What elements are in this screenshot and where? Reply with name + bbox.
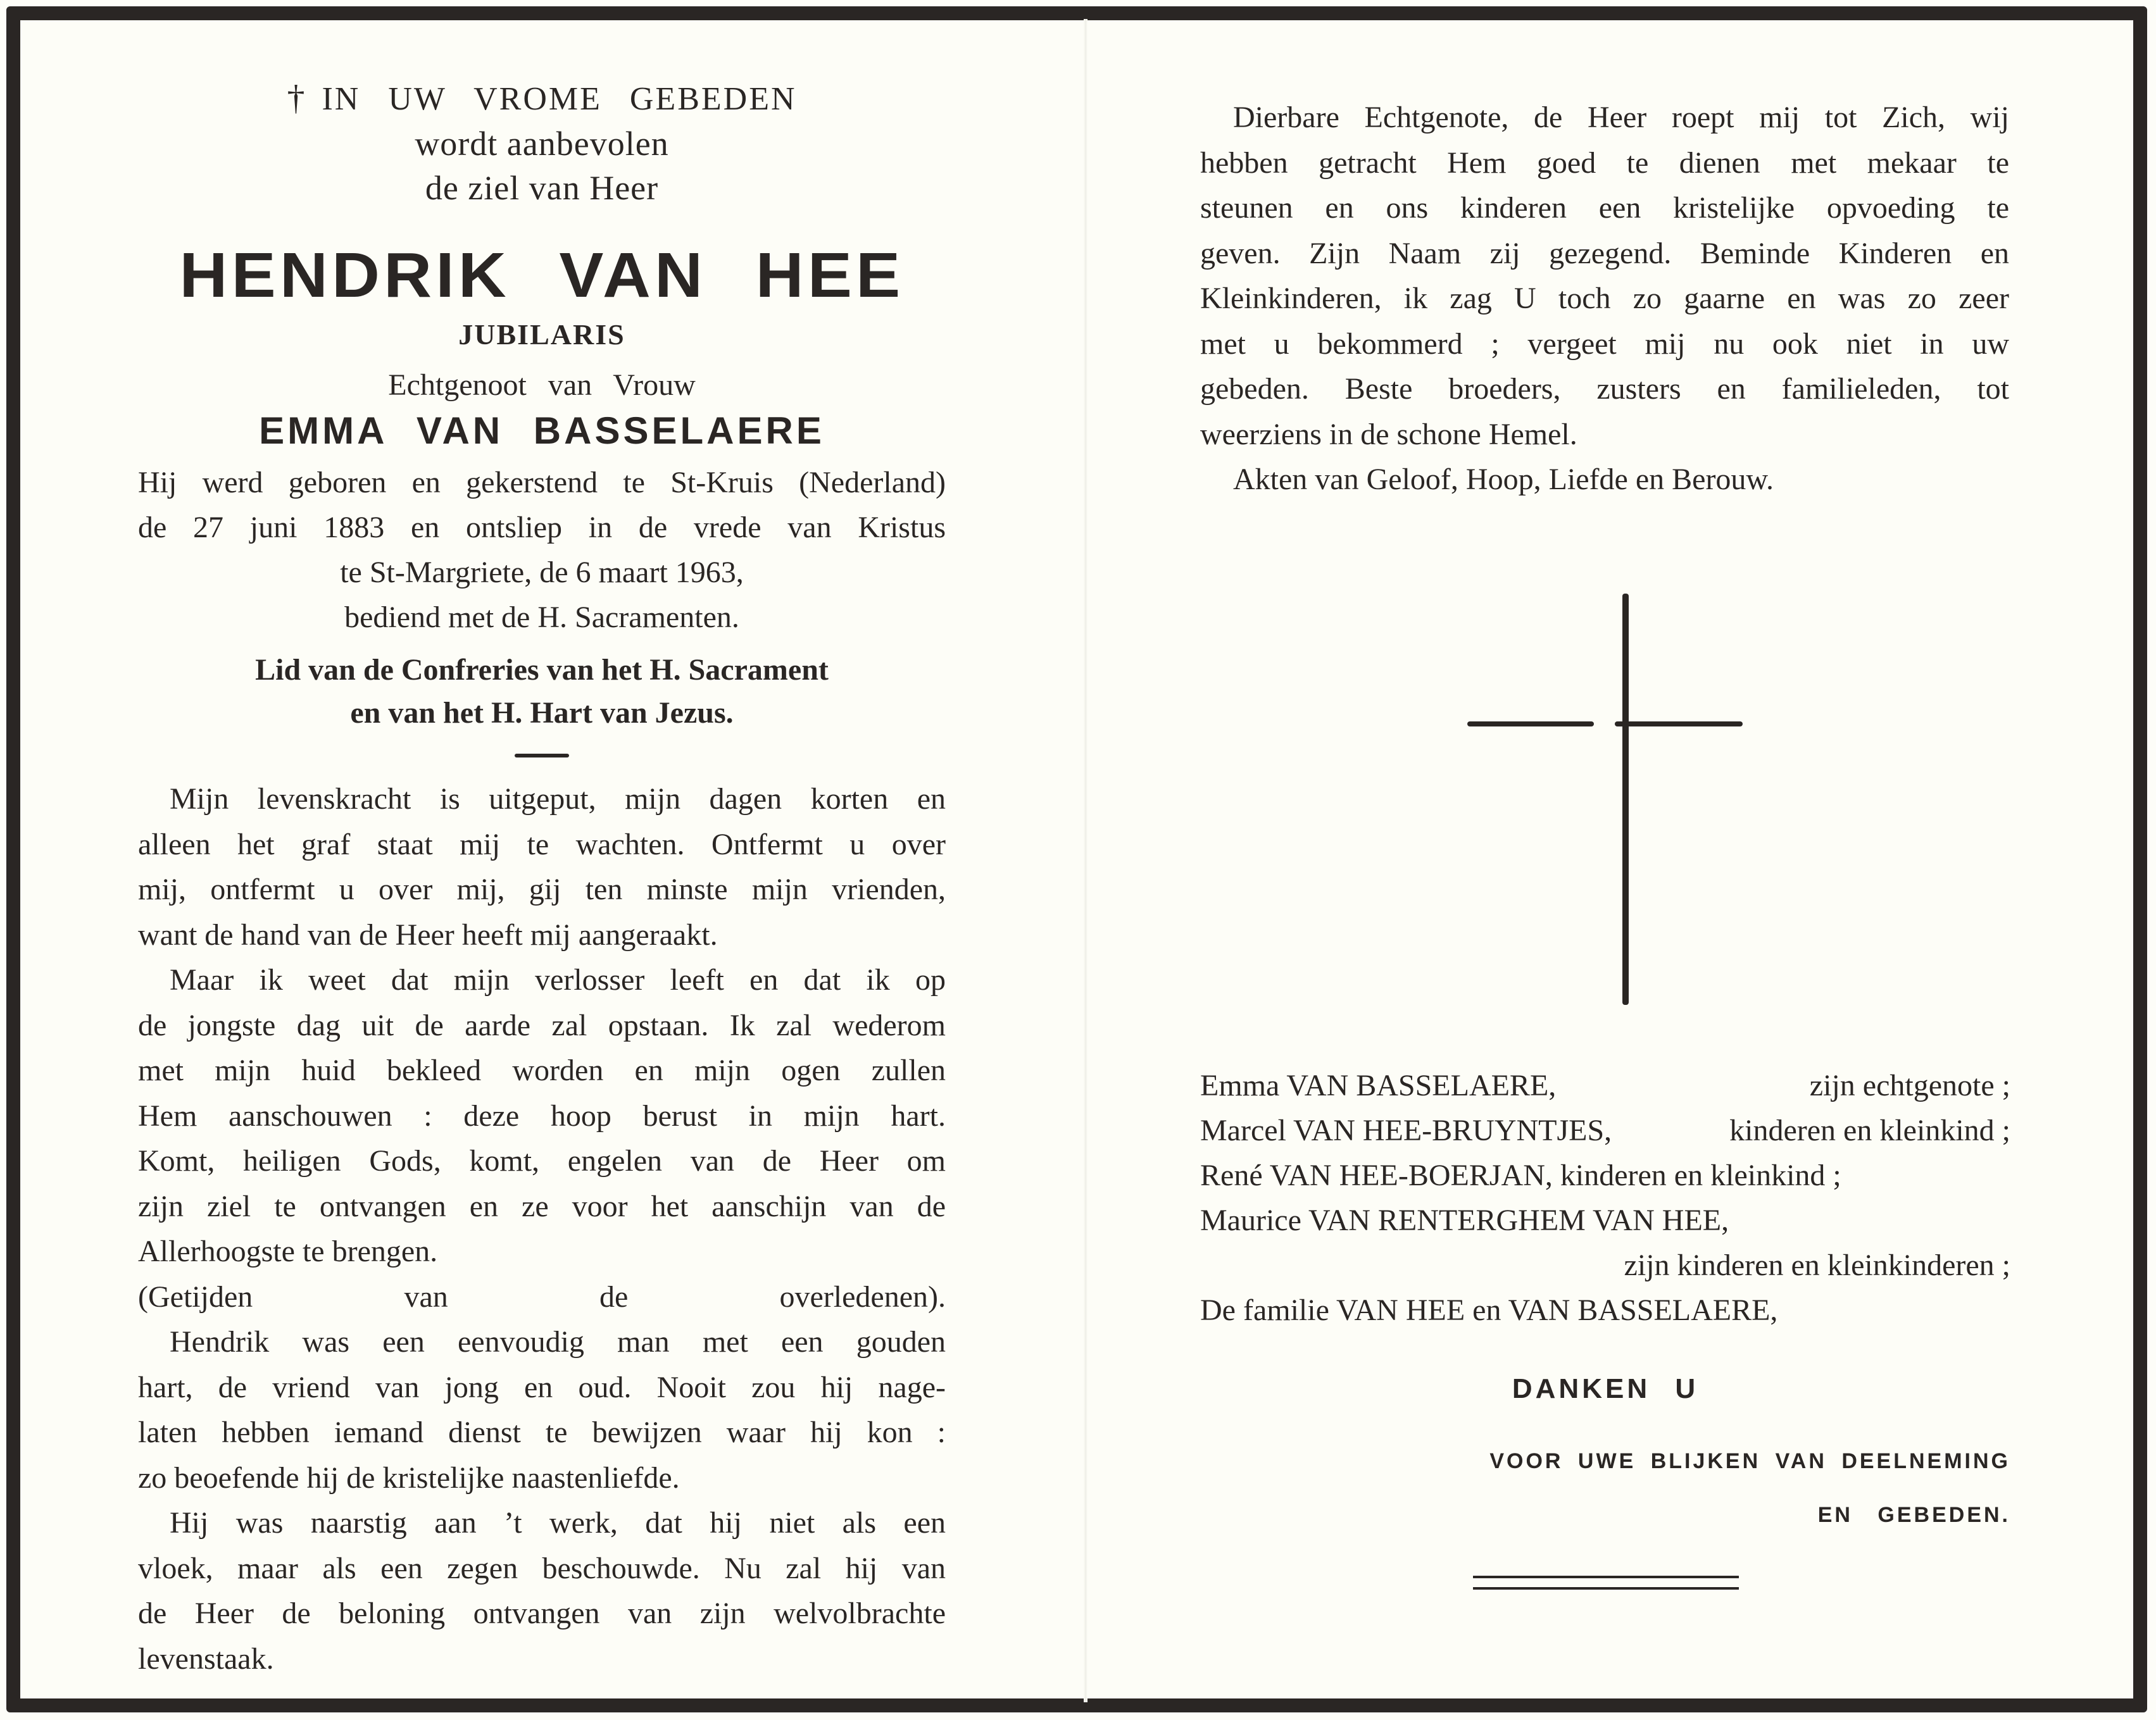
text-line: Hij was naarstig aan ’t werk, dat hij niet als een — [170, 1506, 946, 1540]
intro-heading — [138, 76, 946, 122]
family-list — [1200, 1063, 2010, 1333]
family-row — [1200, 1243, 2010, 1288]
text-line: mij, ontfermt u over mij, gij ten minste mijn vrienden, — [138, 873, 946, 906]
text-line: levenstaak. — [138, 1642, 274, 1676]
thanks-line-3: EN GEBEDEN. — [1817, 1503, 2010, 1527]
acts-line: Akten van Geloof, Hoop, Liefde en Berouw. — [1233, 463, 1774, 496]
cross-left-arm — [1467, 721, 1594, 726]
family-row — [1200, 1153, 2010, 1198]
family-relation: kinderen en kleinkind ; — [1729, 1114, 2010, 1147]
text-line: Mijn levenskracht is uitgeput, mijn dagen korten en — [170, 782, 946, 816]
spouse-prefix: Echtgenoot van Vrouw — [388, 368, 696, 402]
text-line: met u bekommerd ; vergeet mij nu ook niet in uw — [1200, 327, 2009, 361]
spouse-name: EMMA VAN BASSELAERE — [259, 409, 825, 452]
separator-rule — [515, 754, 569, 757]
text-line: hebben getracht Hem goed te dienen met mekaar te — [1200, 146, 2009, 180]
rule-top — [1473, 1576, 1739, 1578]
cross-right-arm — [1615, 721, 1743, 726]
bio-line: te St-Margriete, de 6 maart 1963, — [340, 556, 744, 589]
card-fold — [1084, 19, 1087, 1702]
family-name: De familie VAN HEE en VAN BASSELAERE, — [1200, 1293, 1778, 1327]
intro-heading-text: IN UW VROME GEBEDEN — [322, 81, 797, 117]
text-line: zijn ziel te ontvangen en ze voor het aanschijn van de — [138, 1189, 946, 1223]
family-row — [1200, 1198, 2010, 1243]
family-row — [1200, 1108, 2010, 1153]
left-page — [138, 76, 946, 1681]
cross-vertical-beam — [1622, 594, 1629, 1005]
family-name: Marcel VAN HEE-BRUYNTJES, — [1200, 1114, 1612, 1147]
membership-line: en van het H. Hart van Jezus. — [350, 696, 734, 730]
text-line: Maar ik weet dat mijn verlosser leeft en dat ik op — [170, 963, 946, 997]
thanks-heading: DANKEN U — [1512, 1373, 1699, 1404]
text-line: gebeden. Beste broeders, zusters en familieleden, tot — [1200, 372, 2009, 406]
text-line: Allerhoogste te brengen. — [138, 1235, 438, 1268]
farewell-text — [1200, 95, 2009, 502]
membership-line: Lid van de Confreries van het H. Sacrament — [255, 653, 829, 687]
text-line: Dierbare Echtgenote, de Heer roept mij tot Zich, wij — [1233, 101, 2009, 134]
deceased-name: HENDRIK VAN HEE — [179, 240, 905, 311]
paragraph-3 — [138, 1319, 946, 1500]
text-line: hart, de vriend van jong en oud. Nooit zou hij nage- — [138, 1370, 946, 1404]
intro-line-3: de ziel van Heer — [425, 169, 659, 207]
biography — [138, 460, 946, 640]
family-row — [1200, 1063, 2010, 1108]
cross-icon — [1467, 594, 1746, 1005]
meditation-text — [138, 776, 946, 1681]
text-line: vloek, maar als een zegen beschouwde. Nu zal hij van — [138, 1551, 946, 1585]
family-relation: zijn echtgenote ; — [1809, 1069, 2010, 1102]
bio-line: de 27 juni 1883 en ontsliep in de vrede van Kristus — [138, 511, 946, 544]
text-line: alleen het graf staat mij te wachten. Ontfermt u over — [138, 827, 946, 861]
text-line: de Heer de beloning ontvangen van zijn welvolbrachte — [138, 1597, 946, 1630]
double-rule — [1473, 1576, 1739, 1598]
text-line: Komt, heiligen Gods, komt, engelen van de Heer om — [138, 1144, 946, 1178]
intro-line-2: wordt aanbevolen — [415, 125, 669, 163]
quote-source: (Getijden van de overledenen). — [138, 1280, 946, 1314]
text-line: met mijn huid bekleed worden en mijn ogen zullen — [138, 1054, 946, 1087]
bio-line: bediend met de H. Sacramenten. — [344, 601, 739, 634]
text-line: zo beoefende hij de kristelijke naastenliefde. — [138, 1461, 680, 1495]
text-line: want de hand van de Heer heeft mij aangeraakt. — [138, 918, 718, 952]
text-line: laten hebben iemand dienst te bewijzen waar hij kon : — [138, 1416, 946, 1449]
text-line: Hem aanschouwen : deze hoop berust in mijn hart. — [138, 1099, 946, 1133]
family-relation: zijn kinderen en kleinkinderen ; — [1624, 1249, 2010, 1282]
paragraph-4 — [138, 1500, 946, 1681]
text-line: geven. Zijn Naam zij gezegend. Beminde Kinderen en — [1200, 236, 2009, 270]
text-line: de jongste dag uit de aarde zal opstaan. Ik zal wederom — [138, 1008, 946, 1042]
family-name: René VAN HEE-BOERJAN, kinderen en kleinkind ; — [1200, 1159, 1841, 1192]
paragraph-1 — [138, 776, 946, 957]
text-line: Hendrik was een eenvoudig man met een gouden — [170, 1325, 946, 1359]
text-line: weerziens in de schone Hemel. — [1200, 417, 1577, 451]
deceased-title: JUBILARIS — [458, 318, 625, 351]
cross-icon: † — [287, 78, 307, 118]
membership — [138, 649, 946, 735]
paragraph-2 — [138, 957, 946, 1319]
family-name: Emma VAN BASSELAERE, — [1200, 1069, 1557, 1102]
intro — [138, 76, 946, 210]
rule-bottom — [1473, 1587, 1739, 1590]
text-line: Kleinkinderen, ik zag U toch zo gaarne en was zo zeer — [1200, 282, 2009, 315]
family-row — [1200, 1288, 2010, 1333]
bio-line: Hij werd geboren en gekerstend te St-Kruis (Nederland) — [138, 466, 946, 499]
family-name: Maurice VAN RENTERGHEM VAN HEE, — [1200, 1204, 1729, 1237]
text-line: steunen en ons kinderen een kristelijke opvoeding te — [1200, 191, 2009, 225]
thanks-line-2: VOOR UWE BLIJKEN VAN DEELNEMING — [1489, 1449, 2010, 1473]
